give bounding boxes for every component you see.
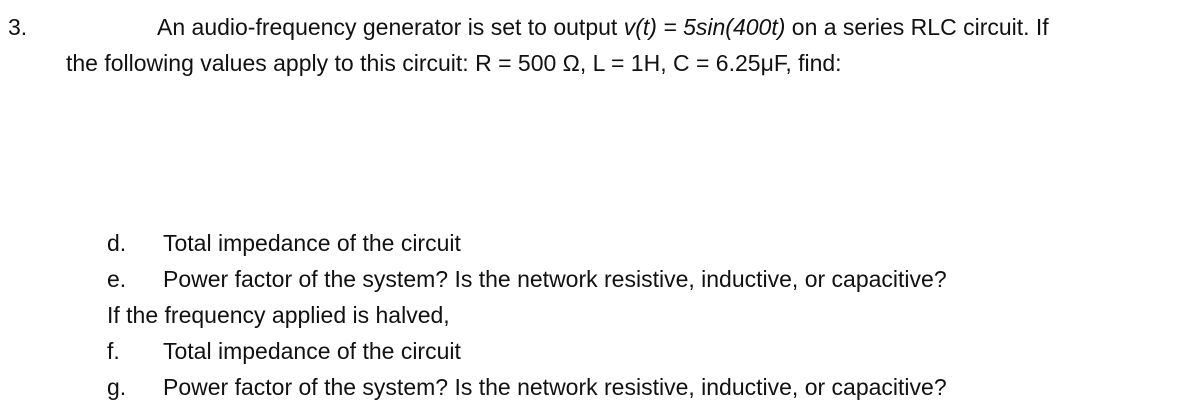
item-text: Power factor of the system? Is the network resistive, inductive, or capacitive? xyxy=(163,374,947,400)
problem-number: 3. xyxy=(8,14,28,40)
voltage-formula: v(t) = 5sin(400t) xyxy=(623,14,786,40)
problem-intro-line-1 xyxy=(157,12,1049,42)
problem-intro-line-2: the following values apply to this circuit: R = 500 Ω, L = 1H, C = 6.25μF, find: xyxy=(66,50,842,76)
frequency-halved-note: If the frequency applied is halved, xyxy=(107,302,450,328)
item-letter: f. xyxy=(107,338,120,364)
item-letter: e. xyxy=(107,266,127,292)
item-text: Total impedance of the circuit xyxy=(163,338,461,364)
item-text: Total impedance of the circuit xyxy=(163,230,461,256)
item-text: Power factor of the system? Is the network resistive, inductive, or capacitive? xyxy=(163,266,947,292)
intro-text-start: An audio-frequency generator is set to output xyxy=(157,14,624,40)
intro-text-end: on a series RLC circuit. If xyxy=(785,14,1049,40)
item-letter: d. xyxy=(107,230,127,256)
item-letter: g. xyxy=(107,374,127,400)
